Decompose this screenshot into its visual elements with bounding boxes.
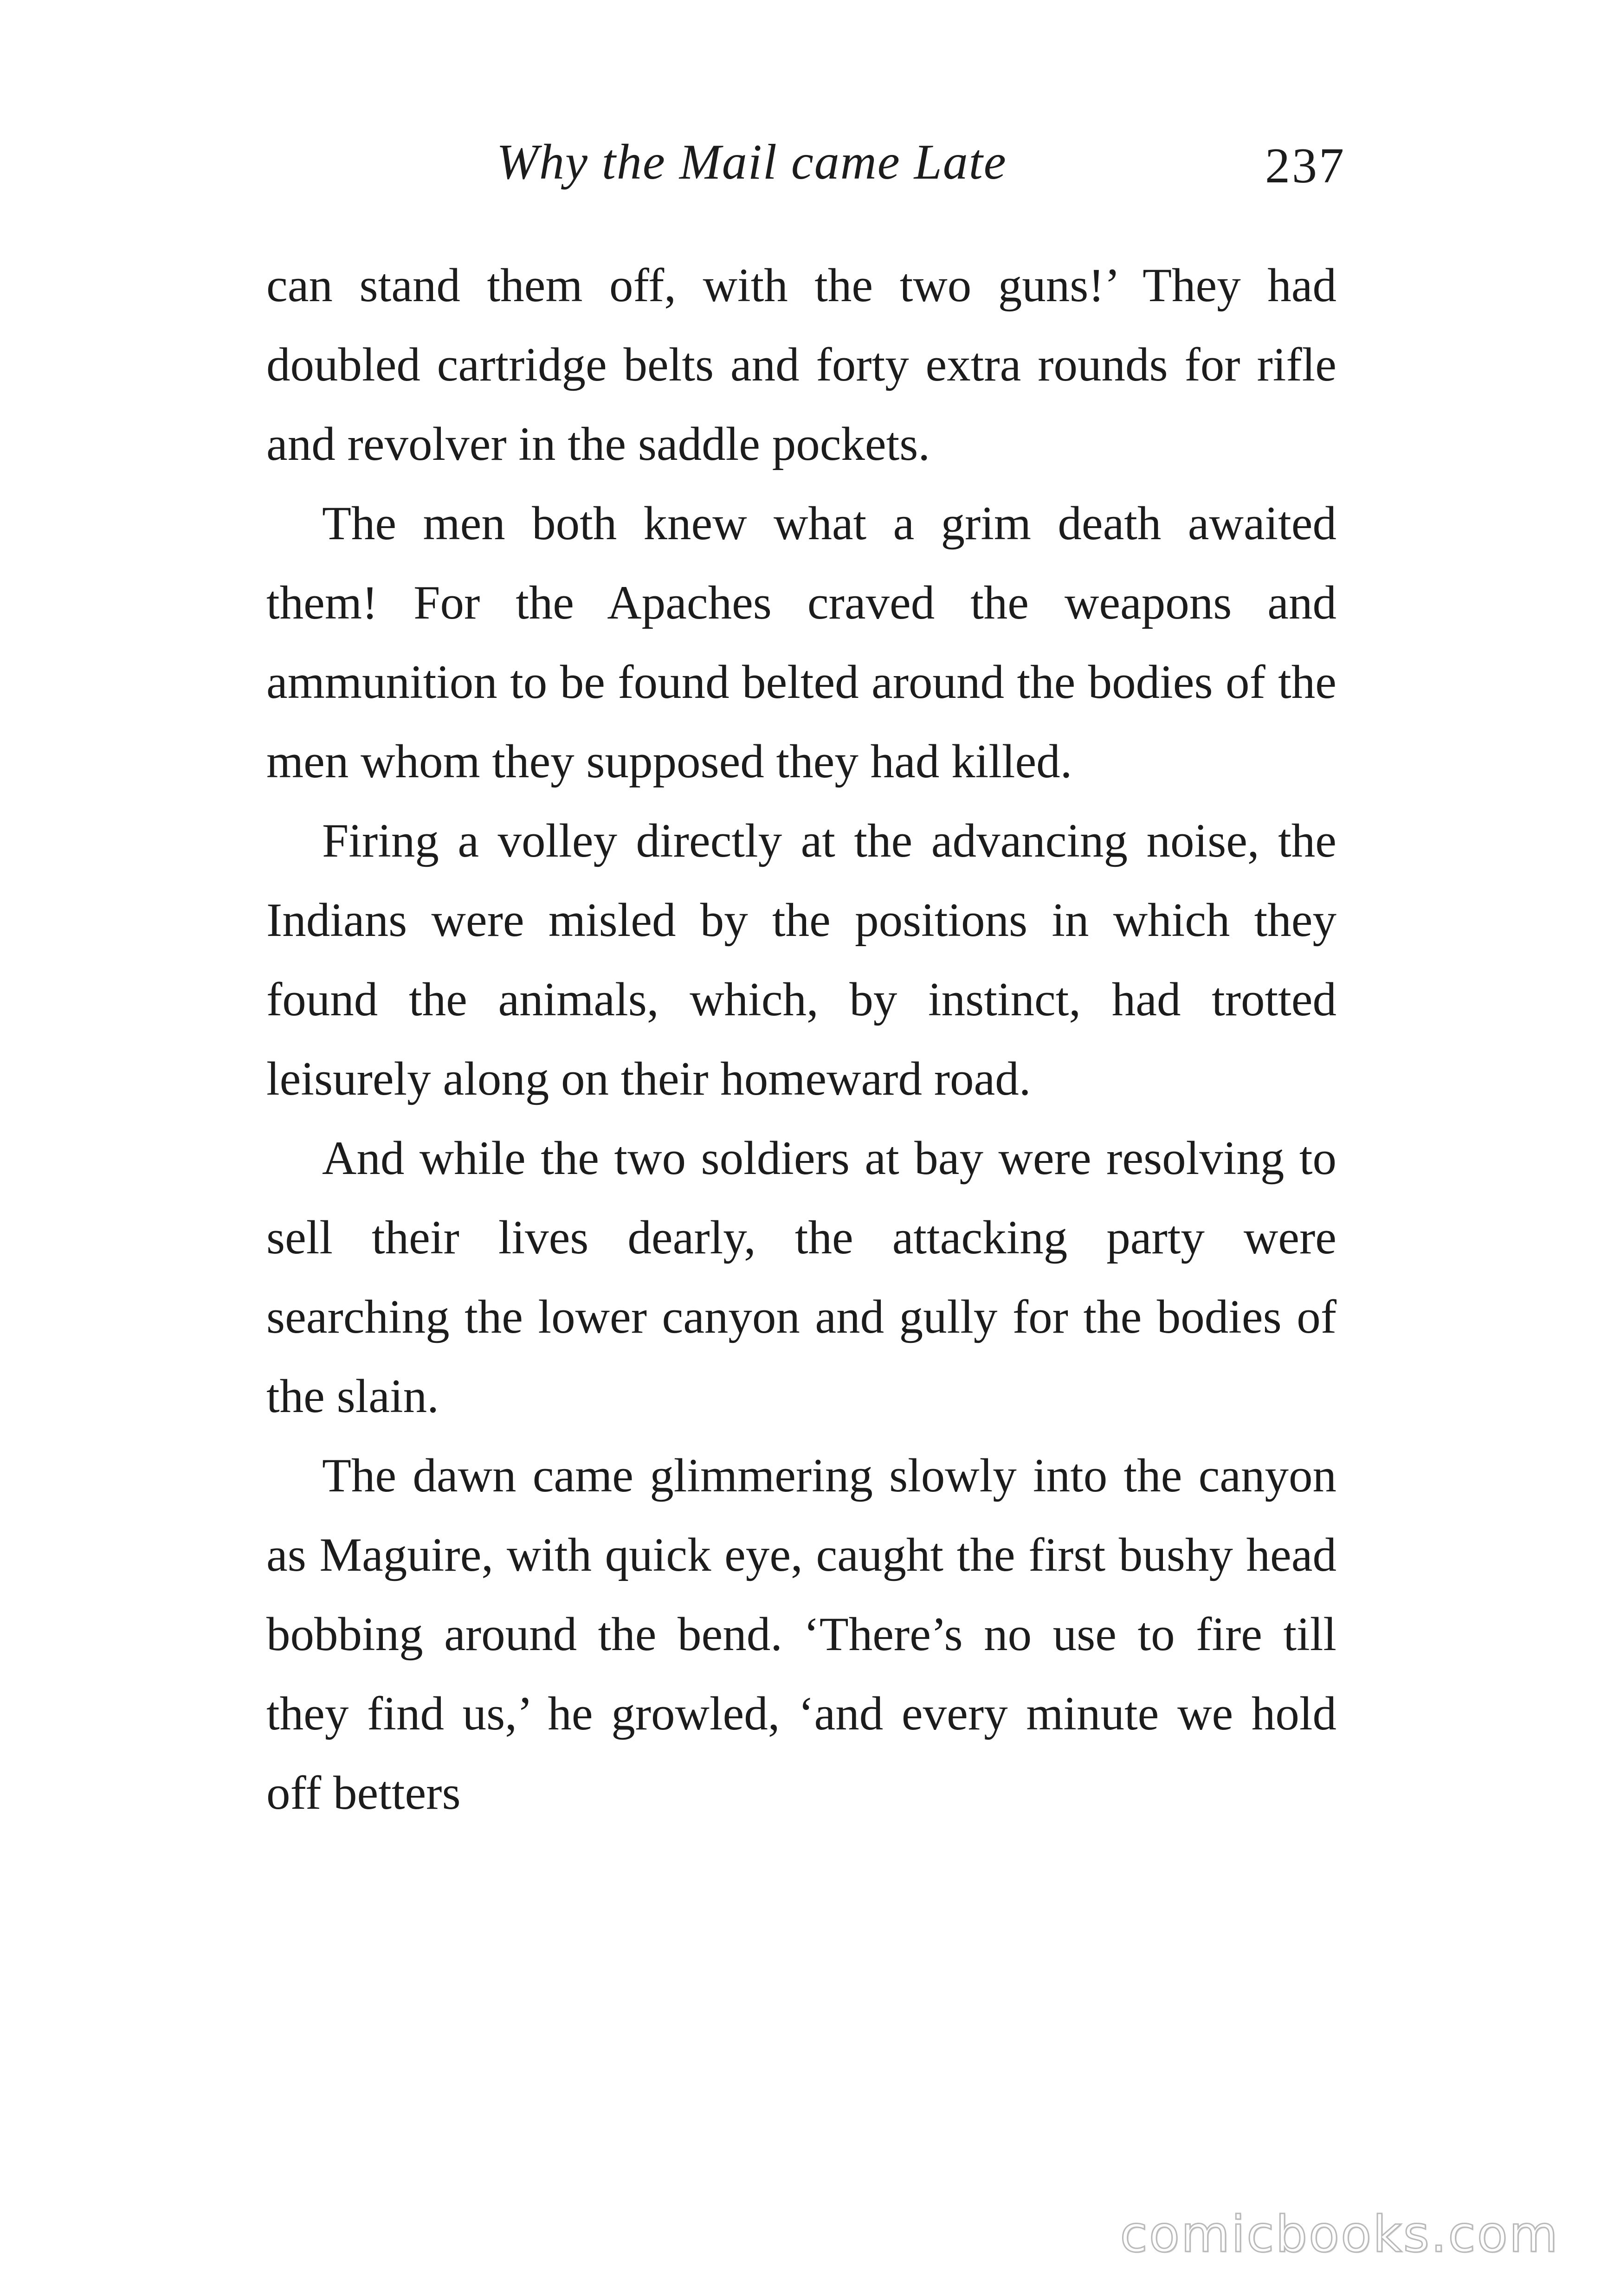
page-header [483, 134, 1346, 203]
paragraph: The dawn came glimmering slowly into the canyon as Maguire, with quick eye, caught the first bushy head bobbing around the bend. ‘There’s no use to fire till they find us,’ he growled, ‘and every minute we hold off betters [266, 1449, 1336, 1819]
paragraph: The men both knew what a grim death awaited them! For the Apaches craved the weapons and ammunition to be found belted around the bodies of the men whom they supposed they had killed. [266, 497, 1336, 788]
body-text [266, 246, 1336, 1833]
page-number: 237 [1265, 138, 1346, 193]
paragraph: And while the two soldiers at bay were resolving to sell their lives dearly, the attacking party were searching the lower canyon and gully for the bodies of the slain. [266, 1132, 1336, 1423]
watermark: comicbooks.com [1120, 2206, 1559, 2264]
paragraph: Firing a volley directly at the advancing noise, the Indians were misled by the positions in which they found the animals, which, by instinct, had trotted leisurely along on their homeward road. [266, 814, 1336, 1105]
running-title: Why the Mail came Late [497, 135, 1007, 190]
paragraph-continuation: can stand them off, with the two guns!’ They had doubled cartridge belts and forty extra rounds for rifle and revolver in the saddle pockets. [266, 259, 1336, 471]
